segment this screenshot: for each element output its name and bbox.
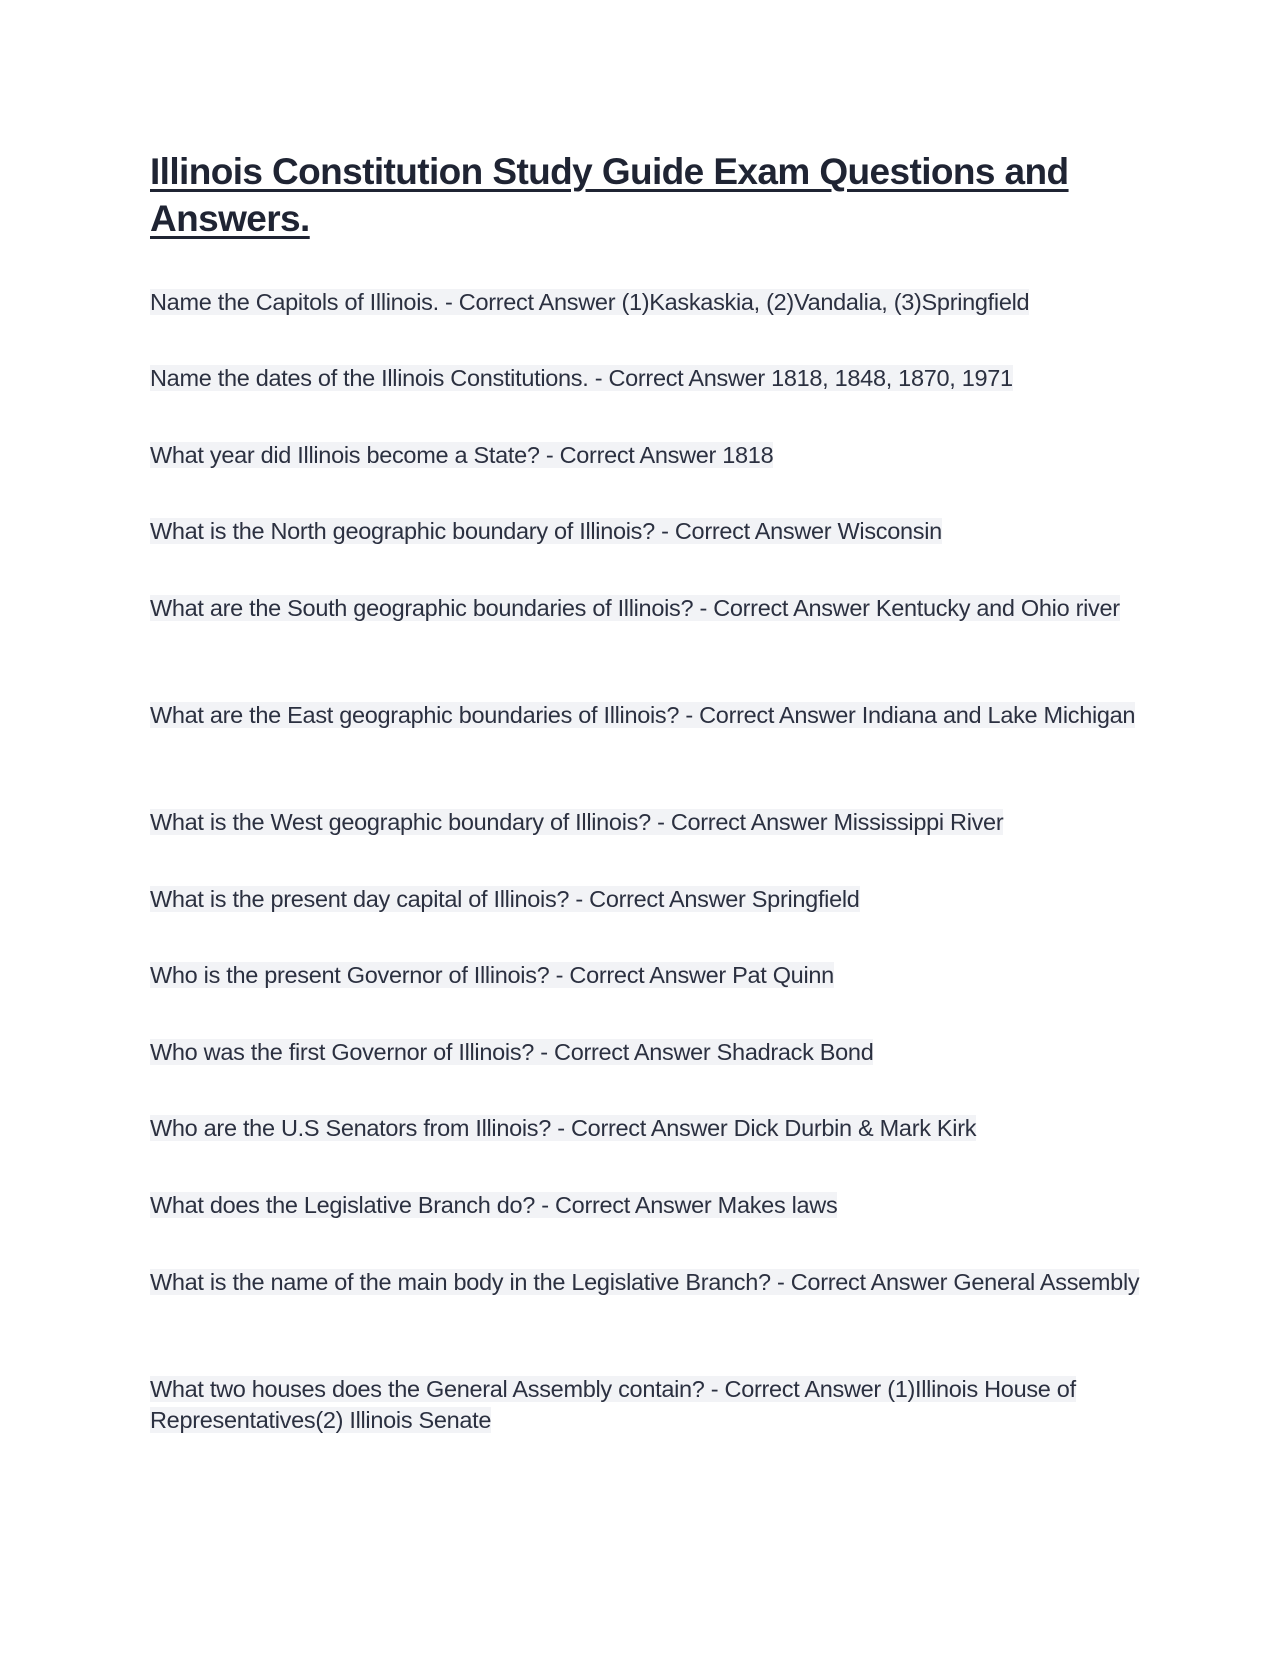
qa-item [150,1267,1140,1298]
qa-text: What is the present day capital of Illinois? - Correct Answer Springfield [150,886,860,912]
qa-text: What two houses does the General Assembly contain? - Correct Answer (1)Illinois House of Representatives(2) Illinois Senate [150,1376,1076,1433]
qa-item [150,1190,1140,1221]
qa-text: Who is the present Governor of Illinois? - Correct Answer Pat Quinn [150,962,834,988]
qa-text: Name the dates of the Illinois Constitutions. - Correct Answer 1818, 1848, 1870, 1971 [150,365,1013,391]
qa-item [150,1113,1140,1144]
qa-item [150,884,1140,915]
qa-text: What year did Illinois become a State? - Correct Answer 1818 [150,442,774,468]
qa-text: What is the name of the main body in the Legislative Branch? - Correct Answer General Assembly [150,1269,1140,1295]
qa-text: Who are the U.S Senators from Illinois? - Correct Answer Dick Durbin & Mark Kirk [150,1115,977,1141]
qa-text: Name the Capitols of Illinois. - Correct Answer (1)Kaskaskia, (2)Vandalia, (3)Springfield [150,289,1030,315]
qa-text: What is the North geographic boundary of Illinois? - Correct Answer Wisconsin [150,518,942,544]
qa-item [150,593,1140,624]
qa-text: What are the East geographic boundaries of Illinois? - Correct Answer Indiana and Lake Michigan [150,702,1136,728]
qa-item [150,516,1140,547]
document-title: Illinois Constitution Study Guide Exam Questions and Answers. [150,151,1069,239]
qa-item [150,287,1140,318]
qa-text: What are the South geographic boundaries of Illinois? - Correct Answer Kentucky and Ohio river [150,595,1120,621]
qa-item [150,700,1140,731]
qa-item [150,363,1140,394]
qa-item [150,1037,1140,1068]
qa-item [150,1374,1140,1436]
qa-item [150,440,1140,471]
qa-text: What is the West geographic boundary of Illinois? - Correct Answer Mississippi River [150,809,1004,835]
qa-text: Who was the first Governor of Illinois? - Correct Answer Shadrack Bond [150,1039,874,1065]
qa-item [150,960,1140,991]
qa-text: What does the Legislative Branch do? - Correct Answer Makes laws [150,1192,838,1218]
qa-item [150,807,1140,838]
